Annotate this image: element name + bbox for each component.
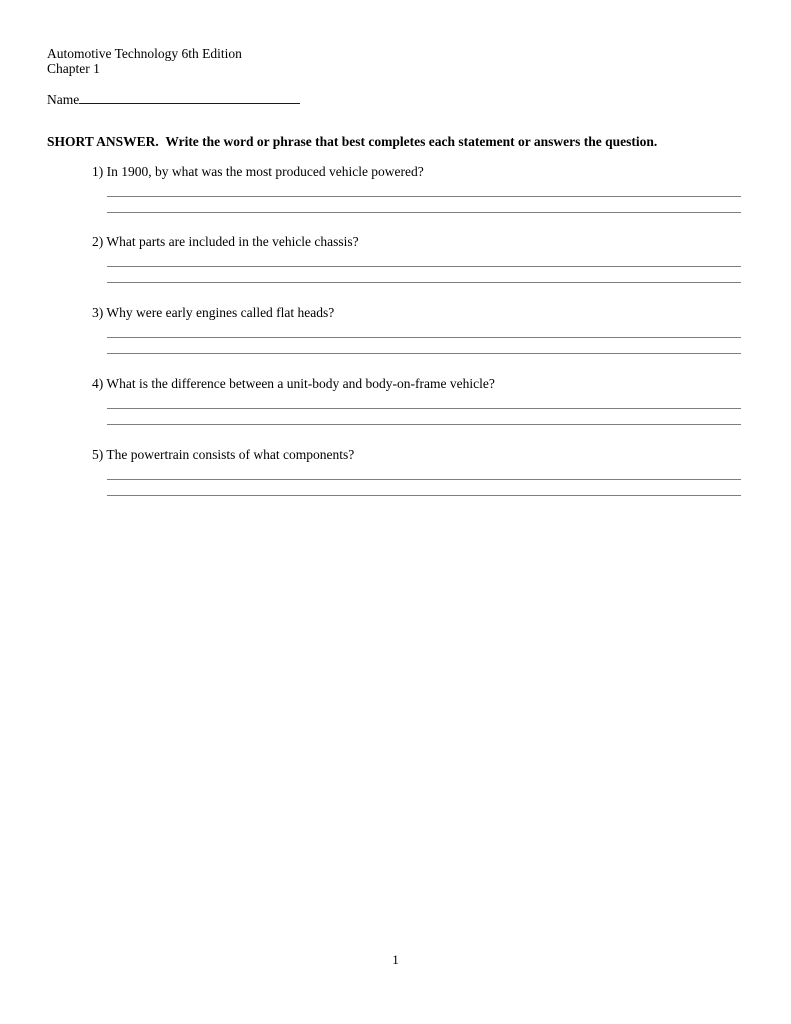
page-number: 1 <box>392 952 399 967</box>
answer-line <box>107 212 741 213</box>
question-3 <box>92 304 741 354</box>
question-body: Why were early engines called flat heads? <box>106 305 335 320</box>
question-4 <box>92 375 741 425</box>
question-number: 4) <box>92 376 104 391</box>
answer-line <box>107 282 741 283</box>
answer-line <box>107 266 741 267</box>
name-label: Name <box>47 92 80 107</box>
question-1 <box>92 163 741 213</box>
document-header <box>47 46 242 76</box>
answer-line <box>107 353 741 354</box>
question-number: 5) <box>92 447 104 462</box>
question-text <box>92 375 741 392</box>
question-text <box>92 446 741 463</box>
answer-line <box>107 196 741 197</box>
answer-line <box>107 479 741 480</box>
question-5 <box>92 446 741 496</box>
question-body: What parts are included in the vehicle chassis? <box>106 234 359 249</box>
question-body: The powertrain consists of what components? <box>106 447 355 462</box>
name-row <box>47 90 300 108</box>
question-text <box>92 304 741 321</box>
answer-line <box>107 408 741 409</box>
answer-line <box>107 424 741 425</box>
question-number: 1) <box>92 164 104 179</box>
document-title: Automotive Technology 6th Edition <box>47 46 242 61</box>
question-text <box>92 233 741 250</box>
answer-line <box>107 495 741 496</box>
chapter-label: Chapter 1 <box>47 61 100 76</box>
question-number: 2) <box>92 234 104 249</box>
question-text <box>92 163 741 180</box>
question-body: What is the difference between a unit-body and body-on-frame vehicle? <box>106 376 495 391</box>
name-blank-line <box>79 90 300 104</box>
question-2 <box>92 233 741 283</box>
question-body: In 1900, by what was the most produced vehicle powered? <box>106 164 424 179</box>
answer-line <box>107 337 741 338</box>
question-number: 3) <box>92 305 104 320</box>
section-instructions: SHORT ANSWER. Write the word or phrase that best completes each statement or answers the question. <box>47 134 658 149</box>
